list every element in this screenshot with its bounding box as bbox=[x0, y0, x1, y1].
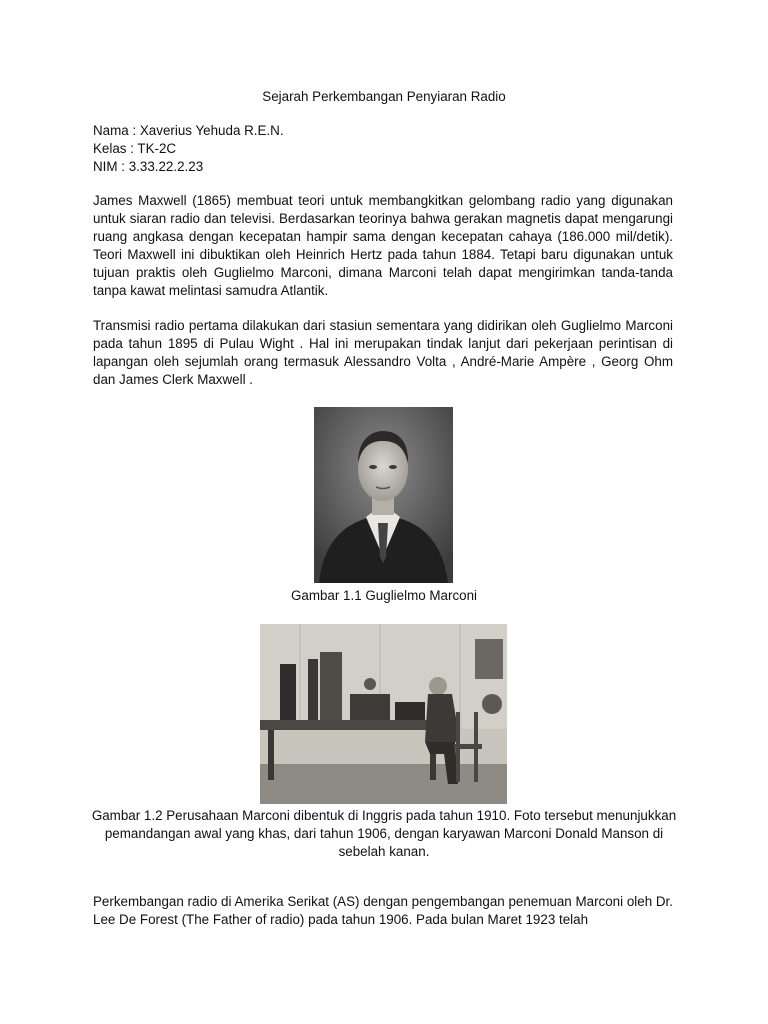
figure-1-caption: Gambar 1.1 Guglielmo Marconi bbox=[290, 588, 478, 603]
paragraph-usa: Perkembangan radio di Amerika Serikat (AS) dengan pengembangan penemuan Marconi oleh Dr. Lee De Forest (The Father of radio) pada tahun 1906. Pada bulan Maret 1923 telah bbox=[93, 894, 673, 927]
paragraph-transmission: Transmisi radio pertama dilakukan dari stasiun sementara yang didirikan oleh Guglielmo Marconi pada tahun 1895 di Pulau Wight . Hal ini merupakan tindak lanjut dari pekerjaan perintisan di lapangan oleh sejumlah orang termasuk Alessandro Volta , André-Marie Ampère , Georg Ohm dan James Clerk Maxwell . bbox=[93, 318, 673, 387]
author-nim: NIM : 3.33.22.2.23 bbox=[93, 159, 204, 174]
author-name: Nama : Xaverius Yehuda R.E.N. bbox=[93, 123, 284, 138]
figure-2-caption: Gambar 1.2 Perusahaan Marconi dibentuk di Inggris pada tahun 1910. Foto tersebut menunjukkan pemandangan awal yang khas, dari tahun 1906, dengan karyawan Marconi Donald Manson di sebelah kanan. bbox=[91, 808, 677, 859]
marconi-station-photo bbox=[260, 624, 507, 804]
author-class: Kelas : TK-2C bbox=[93, 141, 177, 156]
author-info bbox=[93, 122, 284, 176]
paragraph-maxwell: James Maxwell (1865) membuat teori untuk membangkitkan gelombang radio yang digunakan untuk siaran radio dan televisi. Berdasarkan teorinya bahwa gerakan magnetis dapat mengarungi ruang angkasa dengan kecepatan hampir sama dengan kecepatan cahaya (186.000 mil/detik). Teori Maxwell ini dibuktikan oleh Heinrich Hertz pada tahun 1884. Tetapi baru digunakan untuk tujuan praktis oleh Guglielmo Marconi, dimana Marconi telah dapat mengirimkan tanda-tanda tanpa kawat melintasi samudra Atlantik. bbox=[93, 193, 673, 298]
document-title: Sejarah Perkembangan Penyiaran Radio bbox=[262, 89, 506, 104]
marconi-portrait-photo bbox=[314, 407, 453, 583]
